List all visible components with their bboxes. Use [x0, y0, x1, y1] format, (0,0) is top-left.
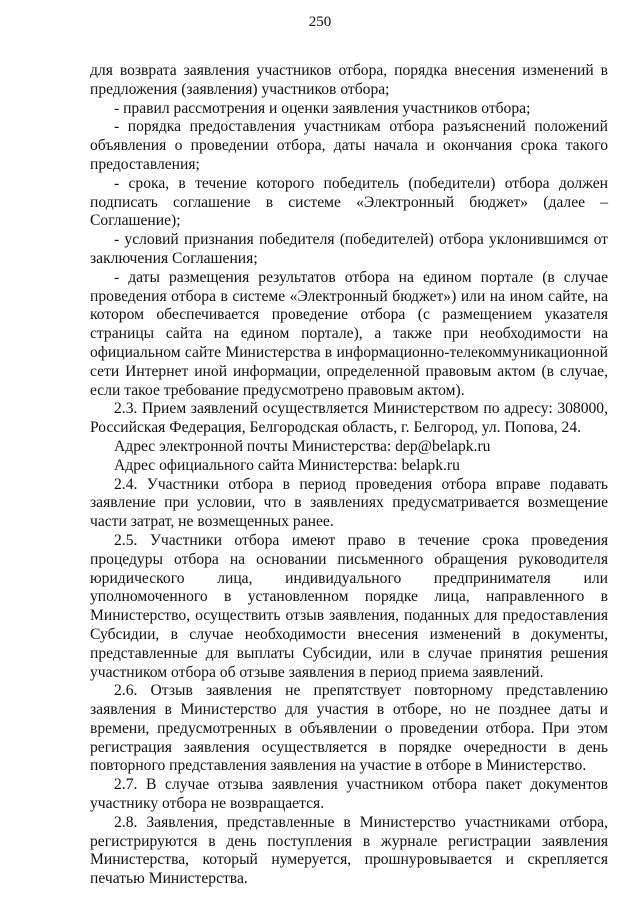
document-body [90, 62, 608, 889]
paragraph-2-8: 2.8. Заявления, представленные в Министерство участниками отбора, регистрируются в день поступления в журнале регистрации заявления Министерства, который нумеруется, прошнуровывается и скрепляется печатью Министерства. [90, 813, 608, 888]
paragraph-2-5: 2.5. Участники отбора имеют право в течение срока проведения процедуры отбора на основании письменного обращения руководителя юридического лица, индивидуального предпринимателя или уполномоченного в установленном порядке лица, направленного в Министерство, осуществить отзыв заявления, поданных для предоставления Субсидии, в случае необходимости внесения изменений в документы, представленные для выплаты Субсидии, или в случае принятия решения участником отбора об отзыве заявления в период приема заявлений. [90, 531, 608, 681]
paragraph-rules-item: - правил рассмотрения и оценки заявления участников отбора; [114, 99, 531, 117]
paragraph-2-3: 2.3. Прием заявлений осуществляется Министерством по адресу: 308000, Российская Федерация, Белгородская область, г. Белгород, ул. Попова, 24. [90, 400, 608, 437]
paragraph-website: Адрес официального сайта Министерства: belapk.ru [114, 456, 460, 474]
paragraph-deadline-item: - срока, в течение которого победитель (победители) отбора должен подписать соглашение в системе «Электронный бюджет» (далее – Соглашение); [90, 174, 608, 230]
paragraph-2-4: 2.4. Участники отбора в период проведения отбора вправе подавать заявление при условии, что в заявлениях предусматривается возмещение части затрат, не возмещенных ранее. [90, 475, 608, 531]
paragraph-results-item: - даты размещения результатов отбора на едином портале (в случае проведения отбора в системе «Электронный бюджет») или на ином сайте, на котором обеспечивается проведение отбора (с размещением указателя страницы сайта на едином портале), а также при необходимости на официальном сайте Министерства в информационно-телекоммуникационной сети Интернет иной информации, определенной правовым актом (в случае, если такое требование предусмотрено правовым актом). [90, 268, 608, 399]
paragraph-continuation: для возврата заявления участников отбора, порядка внесения изменений в предложения (заявления) участников отбора; [90, 62, 608, 98]
page-number: 250 [308, 14, 332, 30]
paragraph-evasion-item: - условий признания победителя (победителей) отбора уклонившимся от заключения Соглашения; [90, 231, 608, 267]
paragraph-email: Адрес электронной почты Министерства: dep@belapk.ru [114, 437, 491, 455]
paragraph-2-7: 2.7. В случае отзыва заявления участником отбора пакет документов участнику отбора не возвращается. [90, 776, 608, 813]
paragraph-2-6: 2.6. Отзыв заявления не препятствует повторному представлению заявления в Министерство для участия в отборе, но не позднее даты и времени, предусмотренных в объявлении о проведении отбора. При этом регистрация заявления осуществляется в порядке очередности в день повторного представления заявления на участие в отборе в Министерство. [90, 682, 608, 775]
paragraph-clarifications-item: - порядка предоставления участникам отбора разъяснений положений объявления о проведении отбора, даты начала и окончания срока такого предоставления; [90, 118, 608, 173]
